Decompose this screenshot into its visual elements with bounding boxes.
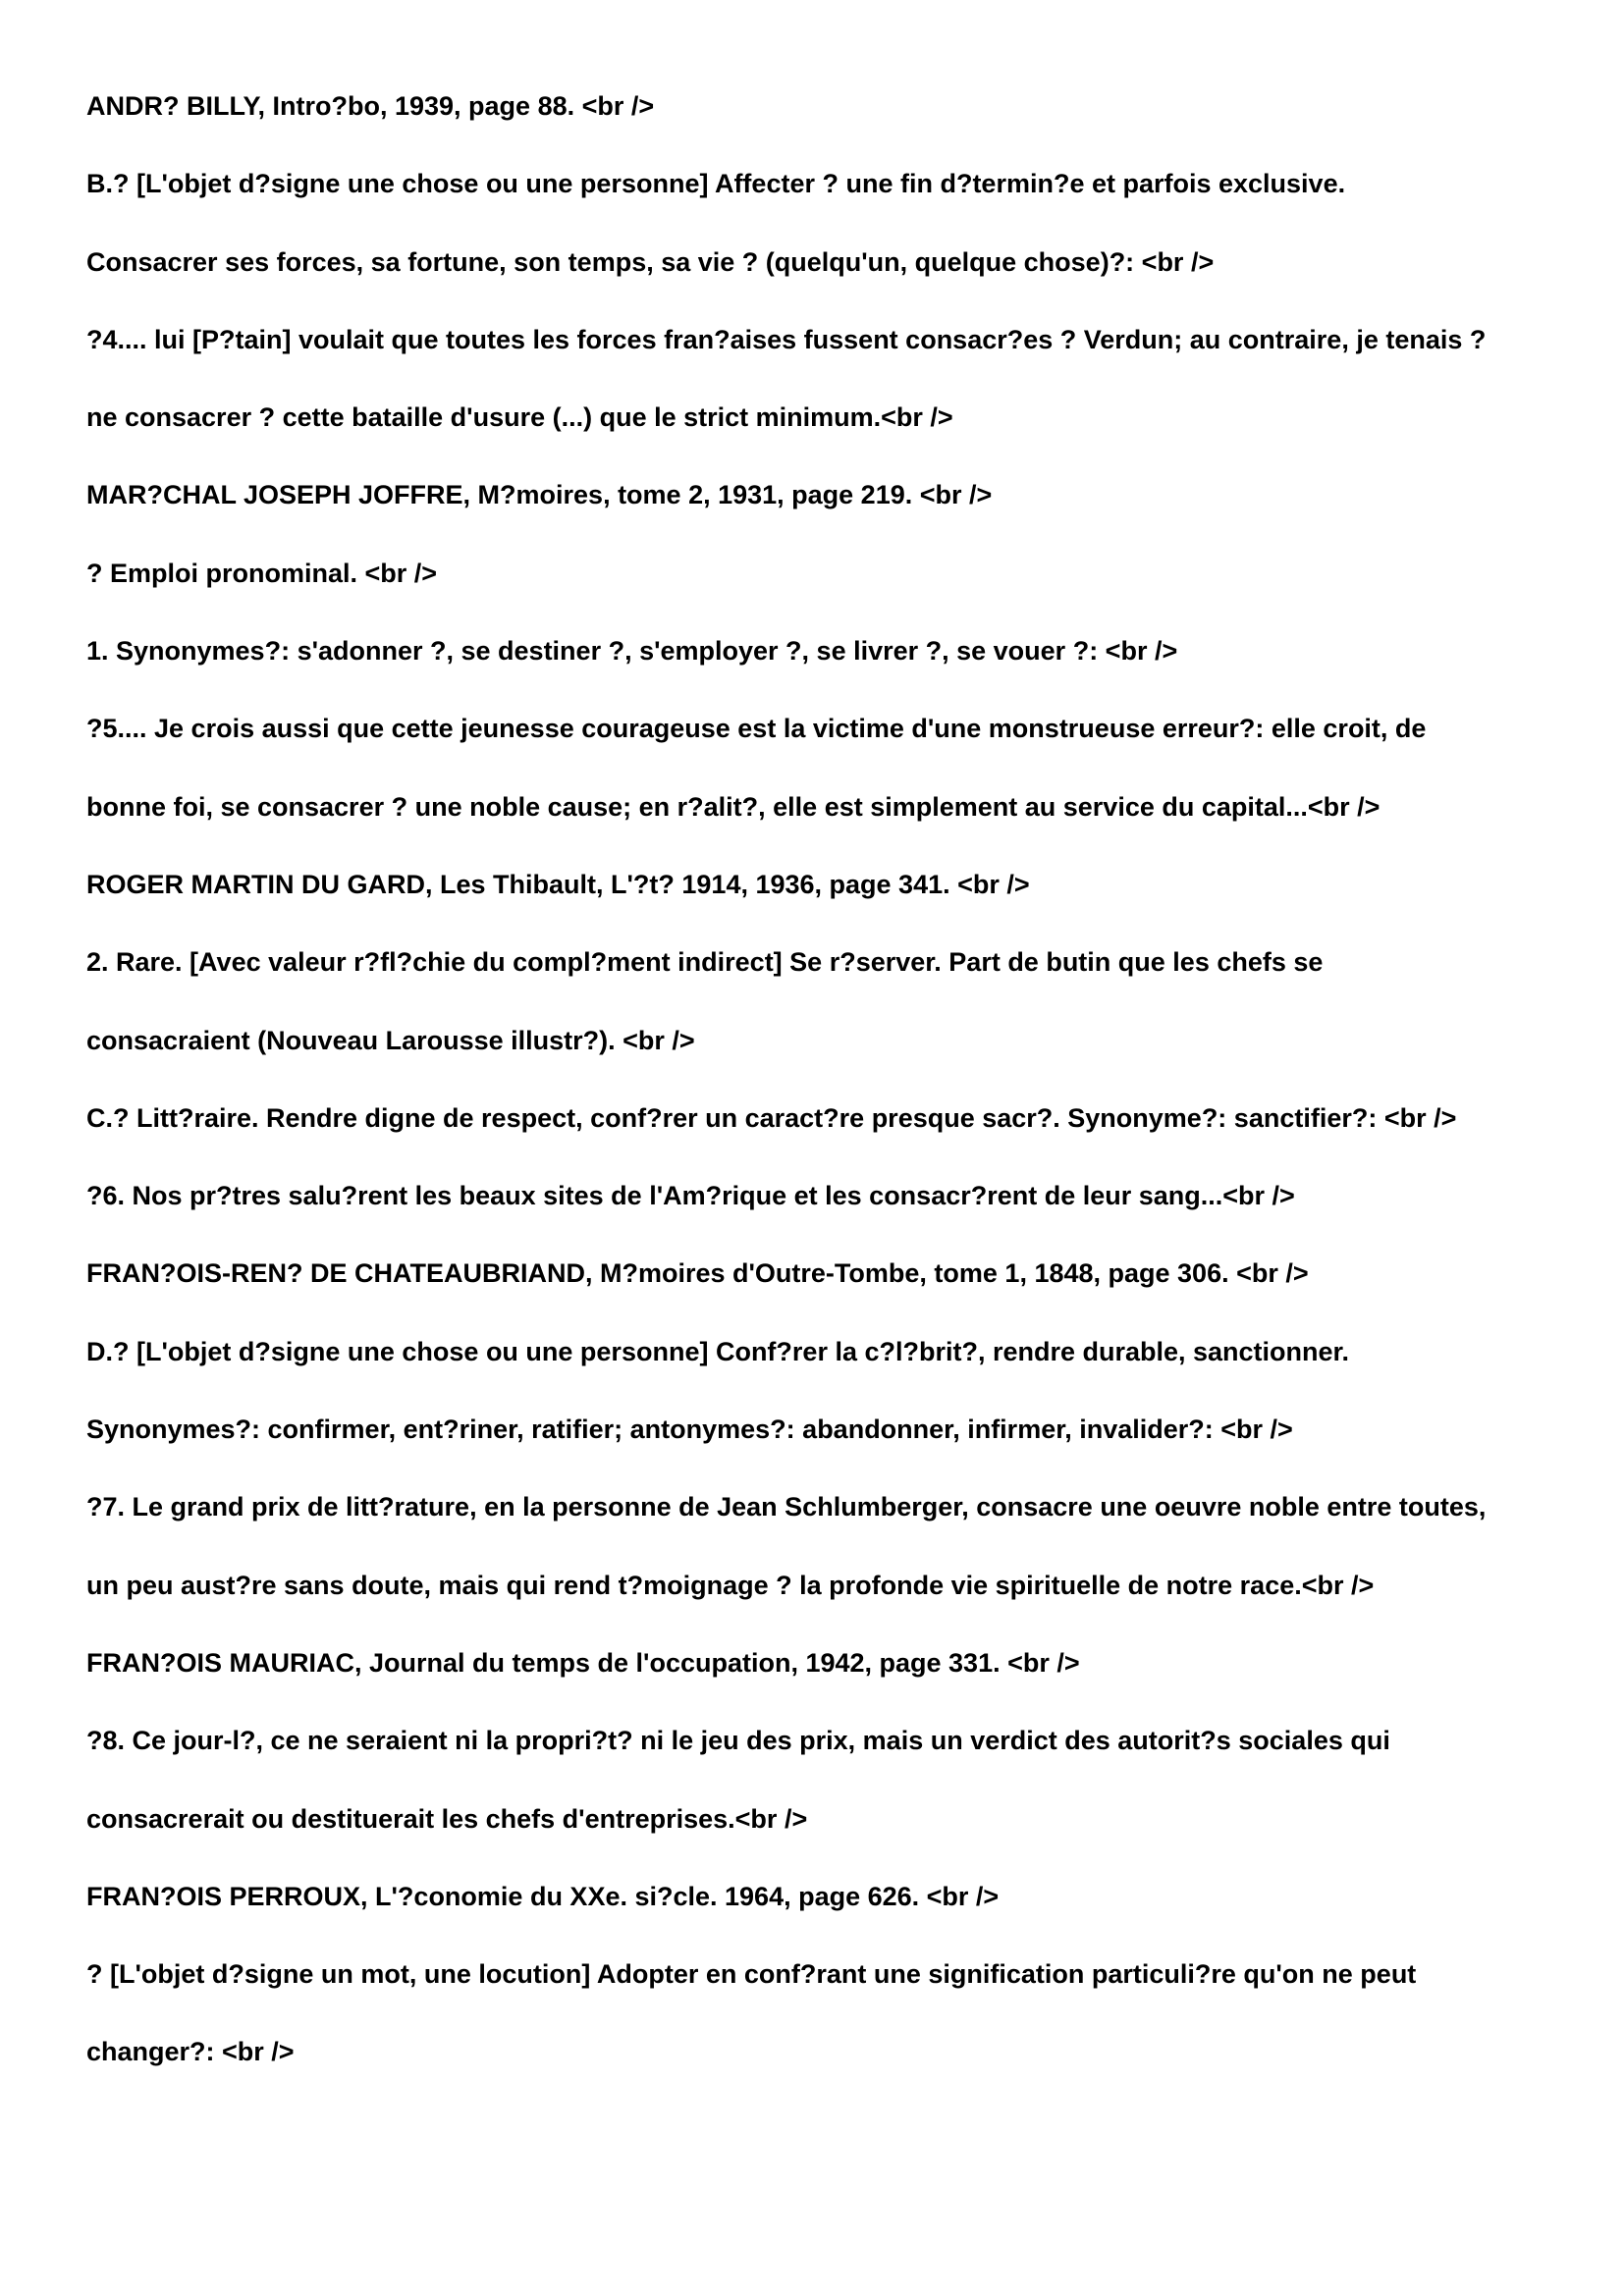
text-line: FRAN?OIS PERROUX, L'?conomie du XXe. si?cle. 1964, page 626. <br /> bbox=[86, 1881, 1000, 1911]
text-line: ?5.... Je crois aussi que cette jeunesse courageuse est la victime d'une monstrueuse erreur?: elle croit, de bbox=[86, 714, 1427, 744]
text-line: 1. Synonymes?: s'adonner ?, se destiner ?, s'employer ?, se livrer ?, se vouer ?: <br /> bbox=[86, 636, 1178, 667]
text-line: D.? [L'objet d?signe une chose ou une personne] Conf?rer la c?l?brit?, rendre durable, sanctionner. bbox=[86, 1336, 1350, 1366]
text-line: C.? Litt?raire. Rendre digne de respect, conf?rer un caract?re presque sacr?. Synonyme?: sanctifier?: <br /> bbox=[86, 1102, 1457, 1133]
document-body bbox=[86, 93, 1559, 2117]
text-line: MAR?CHAL JOSEPH JOFFRE, M?moires, tome 2, 1931, page 219. <br /> bbox=[86, 480, 993, 510]
text-line: FRAN?OIS-REN? DE CHATEAUBRIAND, M?moires d'Outre-Tombe, tome 1, 1848, page 306. <br /> bbox=[86, 1258, 1309, 1289]
text-line: Synonymes?: confirmer, ent?riner, ratifier; antonymes?: abandonner, infirmer, invalider?: <br /> bbox=[86, 1415, 1293, 1445]
text-line: ANDR? BILLY, Intro?bo, 1939, page 88. <br /> bbox=[86, 91, 655, 121]
text-line: bonne foi, se consacrer ? une noble cause; en r?alit?, elle est simplement au service du capital...<br /> bbox=[86, 791, 1380, 822]
text-line: Consacrer ses forces, sa fortune, son temps, sa vie ? (quelqu'un, quelque chose)?: <br /> bbox=[86, 246, 1215, 277]
text-line: changer?: <br /> bbox=[86, 2037, 295, 2067]
text-line: un peu aust?re sans doute, mais qui rend t?moignage ? la profonde vie spirituelle de notre race.<br /> bbox=[86, 1570, 1375, 1600]
text-line: B.? [L'objet d?signe une chose ou une personne] Affecter ? une fin d?termin?e et parfois exclusive. bbox=[86, 169, 1346, 199]
text-line: ? Emploi pronominal. <br /> bbox=[86, 558, 438, 588]
text-line: ne consacrer ? cette bataille d'usure (...) que le strict minimum.<br /> bbox=[86, 402, 953, 433]
text-line: 2. Rare. [Avec valeur r?fl?chie du compl?ment indirect] Se r?server. Part de butin que les chefs se bbox=[86, 947, 1324, 978]
text-line: FRAN?OIS MAURIAC, Journal du temps de l'occupation, 1942, page 331. <br /> bbox=[86, 1647, 1080, 1678]
text-line: ROGER MARTIN DU GARD, Les Thibault, L'?t? 1914, 1936, page 341. <br /> bbox=[86, 869, 1030, 899]
text-line: ?8. Ce jour-l?, ce ne seraient ni la propri?t? ni le jeu des prix, mais un verdict des autorit?s sociales qui bbox=[86, 1726, 1390, 1756]
text-line: ?7. Le grand prix de litt?rature, en la personne de Jean Schlumberger, consacre une oeuvre noble entre toutes, bbox=[86, 1492, 1487, 1522]
text-line: ?6. Nos pr?tres salu?rent les beaux sites de l'Am?rique et les consacr?rent de leur sang...<br /> bbox=[86, 1181, 1295, 1211]
text-line: consacrerait ou destituerait les chefs d'entreprises.<br /> bbox=[86, 1803, 808, 1834]
text-line: ? [L'objet d?signe un mot, une locution] Adopter en conf?rant une signification particuli?re qu'on ne peut bbox=[86, 1959, 1417, 1990]
text-line: consacraient (Nouveau Larousse illustr?). <br /> bbox=[86, 1025, 695, 1055]
text-line: ?4.... lui [P?tain] voulait que toutes les forces fran?aises fussent consacr?es ? Verdun; au contraire, je tenais ? bbox=[86, 324, 1487, 354]
